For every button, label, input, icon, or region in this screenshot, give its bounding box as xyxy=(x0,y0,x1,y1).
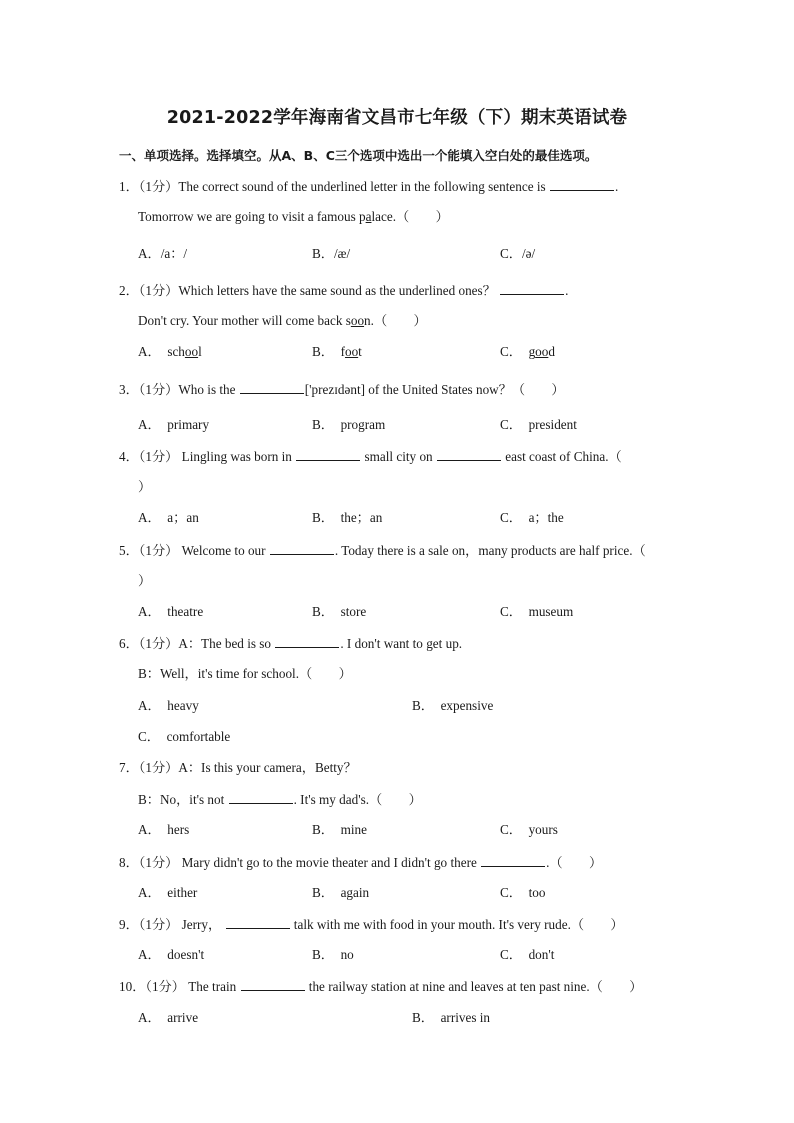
q2-option-b: B． foot xyxy=(312,344,362,359)
question-10: 10．（1分） The train the railway station at nine and leaves at ten past nine.（ ） xyxy=(119,979,643,994)
question-7-line2: B：No，it's not . It's my dad's.（ ） xyxy=(138,792,422,807)
question-3: 3．（1分）Who is the ['prezɪdənt] of the United States now？（ ） xyxy=(119,382,565,397)
question-number: 10．（1分） xyxy=(119,979,185,994)
question-8: 8．（1分） Mary didn't go to the movie theater and I didn't go there .（ ） xyxy=(119,855,603,870)
answer-blank xyxy=(481,854,545,867)
question-number: 9．（1分） xyxy=(119,917,179,932)
q2-option-c: C． good xyxy=(500,344,555,359)
answer-blank xyxy=(241,978,305,991)
question-6: 6．（1分）A：The bed is so . I don't want to get up. xyxy=(119,636,463,651)
page-title: 2021-2022学年海南省文昌市七年级（下）期末英语试卷 xyxy=(166,108,628,128)
answer-blank xyxy=(229,791,293,804)
q3-option-b: B． program xyxy=(312,417,386,432)
q5-option-b: B． store xyxy=(312,604,367,619)
answer-blank xyxy=(226,916,290,929)
question-1: 1．（1分）The correct sound of the underlined letter in the following sentence is . xyxy=(119,179,619,194)
question-5: 5．（1分） Welcome to our . Today there is a sale on，many products are half price.（ xyxy=(119,543,646,558)
question-4-close: ） xyxy=(138,479,152,494)
q8-option-a: A． either xyxy=(138,885,198,900)
q9-option-c: C． don't xyxy=(500,947,555,962)
question-4: 4．（1分） Lingling was born in small city on east coast of China.（ xyxy=(119,449,622,464)
q5-option-a: A． theatre xyxy=(138,604,204,619)
question-number: 5．（1分） xyxy=(119,543,179,558)
answer-blank xyxy=(550,178,614,191)
q1-option-b: B．/æ/ xyxy=(312,246,351,261)
section-heading: 一、单项选择。选择填空。从A、B、C三个选项中选出一个能填入空白处的最佳选项。 xyxy=(119,148,598,163)
q8-option-b: B． again xyxy=(312,885,370,900)
answer-blank xyxy=(270,542,334,555)
q10-option-a: A． arrive xyxy=(138,1010,199,1025)
question-6-line2: B：Well，it's time for school.（ ） xyxy=(138,666,352,681)
q5-option-c: C． museum xyxy=(500,604,574,619)
question-1-sentence: Tomorrow we are going to visit a famous palace.（ ） xyxy=(138,209,449,224)
question-number: 1．（1分） xyxy=(119,179,179,194)
q3-option-c: C． president xyxy=(500,417,577,432)
question-9: 9．（1分） Jerry， talk with me with food in your mouth. It's very rude.（ ） xyxy=(119,917,624,932)
q7-option-a: A． hers xyxy=(138,822,190,837)
question-number: 8．（1分） xyxy=(119,855,179,870)
question-number: 2．（1分） xyxy=(119,283,179,298)
question-2-sentence: Don't cry. Your mother will come back soon.（ ） xyxy=(138,313,427,328)
q6-option-c: C． comfortable xyxy=(138,729,231,744)
q1-option-c: C．/ə/ xyxy=(500,246,536,261)
q9-option-a: A． doesn't xyxy=(138,947,205,962)
question-number: 6．（1分） xyxy=(119,636,179,651)
q7-option-c: C． yours xyxy=(500,822,558,837)
q2-option-a: A． school xyxy=(138,344,202,359)
q8-option-c: C． too xyxy=(500,885,546,900)
underlined-letters: oo xyxy=(350,313,365,328)
q6-option-b: B． expensive xyxy=(412,698,494,713)
q4-option-a: A． a；an xyxy=(138,510,199,525)
q6-option-a: A． heavy xyxy=(138,698,199,713)
question-number: 7．（1分） xyxy=(119,760,179,775)
answer-blank xyxy=(437,448,501,461)
q4-option-b: B． the；an xyxy=(312,510,383,525)
question-5-close: ） xyxy=(138,573,152,588)
underlined-letter: a xyxy=(365,209,372,224)
question-number: 3．（1分） xyxy=(119,382,179,397)
q7-option-b: B． mine xyxy=(312,822,367,837)
question-2: 2．（1分）Which letters have the same sound as the underlined ones？ . xyxy=(119,283,569,298)
answer-blank xyxy=(275,635,339,648)
answer-blank xyxy=(296,448,360,461)
q10-option-b: B． arrives in xyxy=(412,1010,491,1025)
q1-option-a: A．/a：/ xyxy=(138,246,188,261)
q9-option-b: B． no xyxy=(312,947,354,962)
answer-blank xyxy=(240,381,304,394)
question-7: 7．（1分）A：Is this your camera，Betty？ xyxy=(119,760,357,775)
q3-option-a: A． primary xyxy=(138,417,210,432)
answer-blank xyxy=(500,282,564,295)
question-number: 4．（1分） xyxy=(119,449,179,464)
q4-option-c: C． a；the xyxy=(500,510,564,525)
